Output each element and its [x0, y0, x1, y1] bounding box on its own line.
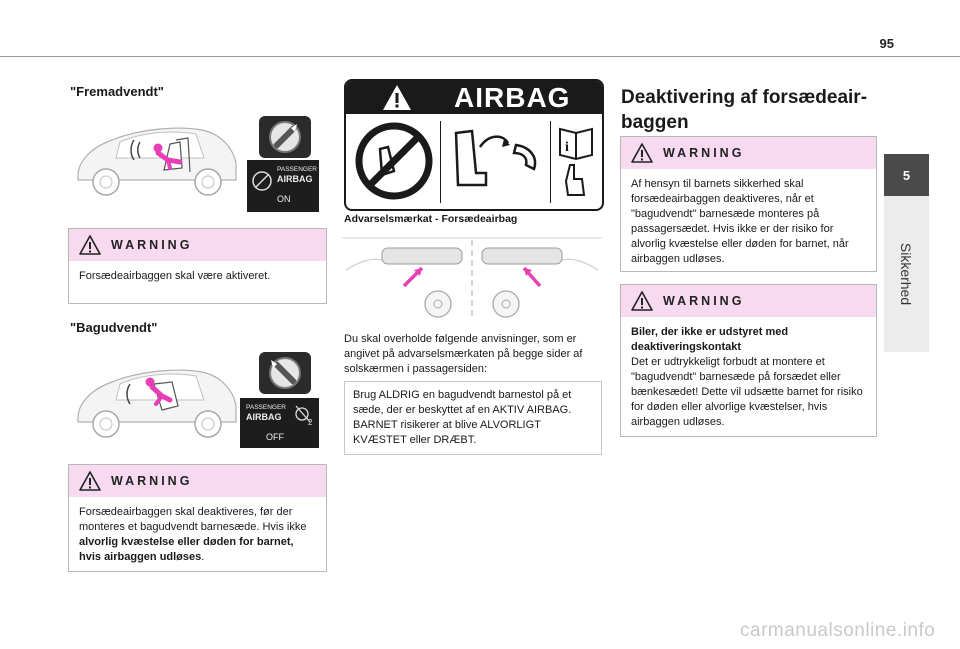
warning-triangle-icon: [631, 291, 653, 311]
warning-header: WARNING: [69, 229, 326, 261]
heading-rear-facing: "Bagudvendt": [70, 320, 158, 335]
warning-text: Af hensyn til barnets sikkerhed skal forsædeairbaggen deaktiveres, når et "bagudvendt" barnesæde monteres på passagersædet. Hvis ikke er der risiko for alvorlig kvæstelse eller døden for barnet, når airbaggen udløses.: [631, 178, 849, 265]
warning-no-deactivation-switch: [620, 284, 877, 437]
warning-triangle-icon: [79, 235, 101, 255]
airbag-switch-knob-off-icon: [251, 350, 319, 396]
svg-text:2: 2: [308, 418, 313, 426]
watermark: carmanualsonline.info: [740, 620, 936, 641]
warning-text: Forsædeairbaggen skal være aktiveret.: [79, 270, 271, 282]
label-caption: Advarselsmærkat - Forsædeairbag: [344, 213, 518, 225]
no-child-seat-icon: [251, 170, 273, 192]
car-forward-facing-illustration: [72, 118, 242, 202]
instruction-paragraph: Du skal overholde følgende anvisninger, som er angivet på advarselsmærkaten på begge sider af solskærmen i passagersiden:: [344, 333, 583, 375]
section-heading: Deaktivering af forsædeair- baggen: [621, 87, 868, 133]
airbag-warning-label: [344, 79, 604, 211]
read-manual-icon: [556, 125, 596, 201]
warning-airbag-deactivate: [68, 464, 327, 572]
no-rear-facing-seat-icon: [354, 121, 434, 201]
warning-header: WARNING: [621, 285, 876, 317]
airbag-switch-knob-icon: [251, 114, 319, 160]
sun-visor-location-illustration: [342, 230, 602, 322]
label-text-box: Brug ALDRIG en bagudvendt barnestol på et sæde, der er beskyttet af en AKTIV AIRBAG. BARNET risikerer at blive ALVORLIGT KVÆSTET eller DRÆBT.: [344, 381, 602, 455]
crossed-airbag-icon: [294, 404, 314, 426]
chapter-tab-label[interactable]: Sikkerhed: [898, 242, 915, 306]
airbag-state-on: ON: [277, 194, 291, 204]
warning-triangle-icon: [631, 143, 653, 163]
heading-forward-facing: "Fremadvendt": [70, 84, 164, 99]
seat-airbag-deployment-icon: [446, 125, 546, 199]
page-number: 95: [879, 36, 894, 51]
airbag-state-off: OFF: [266, 432, 284, 442]
warning-text: Forsædeairbaggen skal deaktiveres, før der monteres et bagudvendt barnesæde. Hvis ikke alvorlig kvæstelse eller døden for barnet, hvis airbaggen udløses.: [79, 506, 307, 563]
warning-child-safety: [620, 136, 877, 272]
warning-text: Biler, der ikke er udstyret med deaktiveringskontakt Det er udtrykkeligt forbudt at montere et "bagudvendt" barnesæde på forsædet eller bænkesædet! Dette vil udsætte barnet for risiko for døden eller alvorlige kvæstelser, hvis airbaggen udløses.: [631, 326, 863, 428]
warning-triangle-icon: [79, 471, 101, 491]
passenger-airbag-off-panel: PASSENGER AIRBAG 2 OFF: [240, 398, 319, 448]
passenger-airbag-on-panel: PASSENGER AIRBAG ON: [247, 160, 319, 212]
airbag-label-header: [346, 81, 602, 114]
warning-header: WARNING: [621, 137, 876, 169]
chapter-tab-number[interactable]: 5: [884, 154, 929, 196]
svg-text:i: i: [565, 140, 569, 155]
warning-triangle-icon: [382, 84, 412, 111]
header-rule: [0, 56, 960, 57]
car-rear-facing-illustration: [72, 360, 242, 444]
airbag-label-title: AIRBAG: [454, 82, 571, 113]
warning-airbag-active: [68, 228, 327, 304]
warning-header: WARNING: [69, 465, 326, 497]
